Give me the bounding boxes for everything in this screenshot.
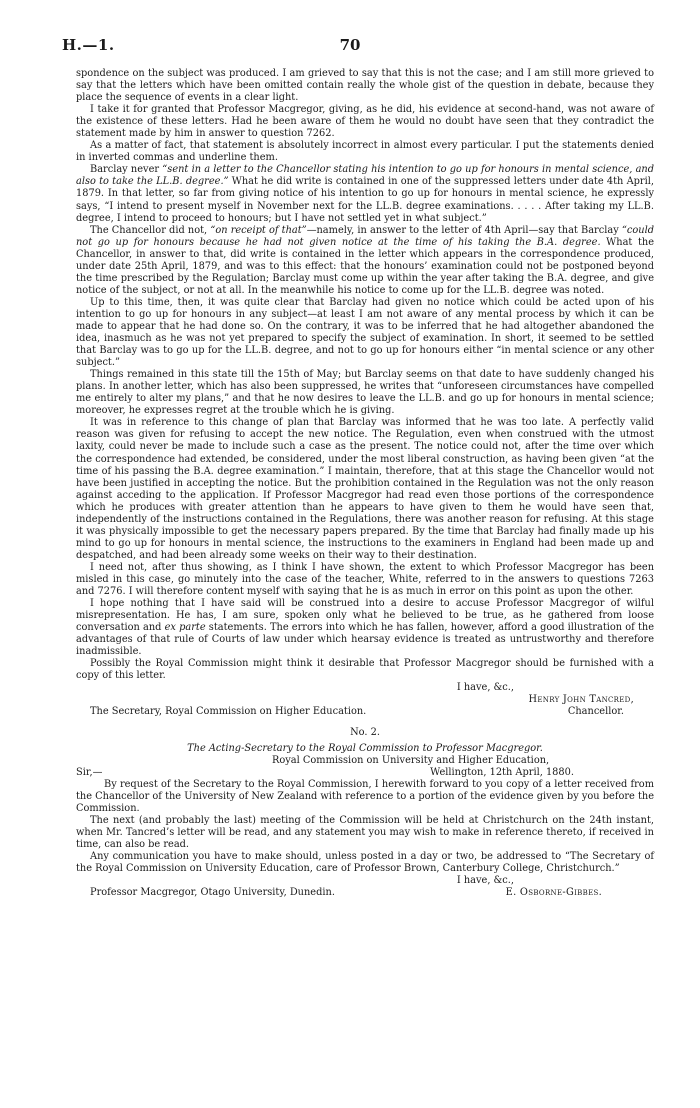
addressee: The Secretary, Royal Commission on Higher Education. [90, 706, 367, 718]
text-run: I hope nothing that I have said will be construed into a desire to accuse Professor Macgregor of wilful misrepresentation. He has, I am sure, spoken only what he believed to be true, as he gathered from loose conversation and [76, 598, 654, 634]
quoted-claim: “sent in a letter to the Chancellor stating his intention to go up for honours in mental science, and also to take the LL.B. degree.” [76, 164, 655, 188]
letter-number: No. 2. [350, 726, 380, 738]
sign-off-row [76, 706, 654, 718]
addressee: Professor Macgregor, Otago University, Dunedin. [90, 887, 335, 899]
text-run: —namely, in answer to the letter of 4th April—say that Barclay [306, 224, 622, 236]
place-date: Wellington, 12th April, 1880. [430, 766, 574, 778]
paragraph: I need not, after thus showing, as I think I have shown, the extent to which Professor Macgregor has been misled in this case, go minutely into the case of the teacher, White, referred to in the answers to questions 7263 and 7276. I will therefore content myself with saying that he is as much in error on this point as upon the other. [76, 561, 654, 598]
sign-off-row [76, 887, 654, 899]
letter-heading: The Acting-Secretary to the Royal Commission to Professor Macgregor. [187, 742, 543, 754]
text-run: The Chancellor did not, [90, 224, 211, 236]
paragraph: Possibly the Royal Commission might think it desirable that Professor Macgregor should be furnished with a copy of this letter. [76, 658, 654, 682]
paragraph [76, 164, 654, 224]
closing: I have, &c., [456, 682, 514, 694]
paragraph: Up to this time, then, it was quite clear that Barclay had given no notice which could be acted upon of his intention to go up for honours in any subject—at least I am not aware of any mental process by which it can be made to appear that he had done so. On the contrary, it was to be inferred that he had altogether abandoned the idea, inasmuch as he was not yet prepared to specify the subject of examination. In short, it seemed to be settled that Barclay was to go up for the LL.B. degree, and not to go up for honours either “in mental science or any other subject.” [76, 296, 654, 369]
quoted-claim: “could not go up for honours because he had not given notice at the time of his taking the B.A. degree. [76, 224, 655, 248]
paragraph: Things remained in this state till the 15th of May; but Barclay seems on that date to have suddenly changed his plans. In another letter, which has also been suppressed, he writes that “unforeseen circumstances have compelled me entirely to alter my plans,” and that he now desires to leave the LL.B. and go up for honours in mental science; moreover, he expresses regret at the trouble which he is giving. [76, 369, 654, 417]
closing: I have, &c., [456, 875, 514, 887]
text-run: Barclay never [90, 164, 163, 176]
document-body [76, 68, 654, 899]
paragraph [76, 225, 654, 297]
paragraph: It was in reference to this change of plan that Barclay was informed that he was too late. A perfectly valid reason was given for refusing to accept the new notice. The Regulation, even when construed with the utmost laxity, could never be made to include such a case as the present. The notice could not, after the time over which the correspondence had extended, be considered, under the most liberal construction, as having been given “at the time of his passing the B.A. degree examination.” I maintain, therefore, that at this stage the Chancellor would not have been justified in accepting the notice. But the prohibition contained in the Regulation was not the only reason against acceding to the application. If Professor Macgregor had read even those portions of the correspondence which he produces with greater attention than he appears to have given to them he would have seen that, independently of the instructions contained in the Regulations, there was another reason for refusing. At this stage it was physically impossible to get the necessary papers prepared. By the time that Barclay had finally made up his mind to go up for honours in mental science, the instructions to the examiners in England had been made up and despatched, and had been already some weeks on their way to their destination. [76, 417, 654, 561]
salutation-row [76, 767, 654, 779]
sender-address: Royal Commission on University and Higher Education, [272, 754, 550, 766]
signature: E. Osborne-Gibbes. [505, 887, 602, 899]
quoted-claim: “on receipt of that” [210, 224, 307, 236]
paragraph: By request of the Secretary to the Royal Commission, I herewith forward to you copy of a letter received from the Chancellor of the University of New Zealand with reference to a portion of the evidence given by you before the Commission. [76, 778, 654, 814]
salutation: Sir,— [76, 766, 103, 778]
paragraph: spondence on the subject was produced. I am grieved to say that this is not the case; and I am still more grieved to say that the letters which have been omitted contain really the whole gist of the question in debate, because they place the sequence of events in a clear light. [76, 68, 654, 104]
paragraph: As a matter of fact, that statement is absolutely incorrect in almost every particular. I put the statements denied in inverted commas and underline them. [76, 140, 654, 164]
signer-title: Chancellor. [567, 706, 624, 718]
signature: Henry John Tancred, [528, 694, 634, 706]
text-run: statements. The errors into which he has fallen, however, afford a good illustration of the advantages of that rule of Courts of law under which hearsay evidence is treated as untrustworthy and therefore inadmissible. [76, 622, 655, 658]
latin-phrase: ex parte [164, 622, 206, 634]
paragraph: The next (and probably the last) meeting of the Commission will be held at Christchurch on the 24th instant, when Mr. Tancred’s letter will be read, and any statement you may wish to make in reference thereto, if received in time, can also be read. [76, 814, 654, 850]
page-number: 70 [339, 36, 361, 54]
paragraph: I take it for granted that Professor Macgregor, giving, as he did, his evidence at second-hand, was not aware of the existence of these letters. Had he been aware of them he would no doubt have seen that they contradict the statement made by him in answer to question 7262. [76, 104, 654, 140]
paragraph: Any communication you have to make should, unless posted in a day or two, be addressed to “The Secretary of the Royal Commission on University Education, care of Professor Brown, Canterbury College, Christchurch.” [76, 851, 654, 875]
document-reference: H.—1. [62, 36, 115, 54]
paragraph [76, 598, 654, 658]
text-run: What the Chancellor, in answer to that, did write is contained in the letter which appears in the correspondence produced, under date 25th April, 1879, and was to this effect: that the honours’ examination could not be postponed beyond the time prescribed by the Regulation; Barclay must come up within the year after taking the B.A. degree, and give notice of the subject, or not at all. In the meanwhile his notice to come up for the LL.B. degree was noted. [76, 236, 654, 296]
text-run: What he did write is contained in one of the suppressed letters under date 4th April, 1879. In that letter, so far from giving notice of his intention to go up for honours in mental science, he expressly says, “I intend to present myself in November next for the LL.B. degree examinations. . . . . After taking my LL.B. degree, I intend to proceed to honours; but I have not settled yet in what subject.” [76, 176, 654, 224]
